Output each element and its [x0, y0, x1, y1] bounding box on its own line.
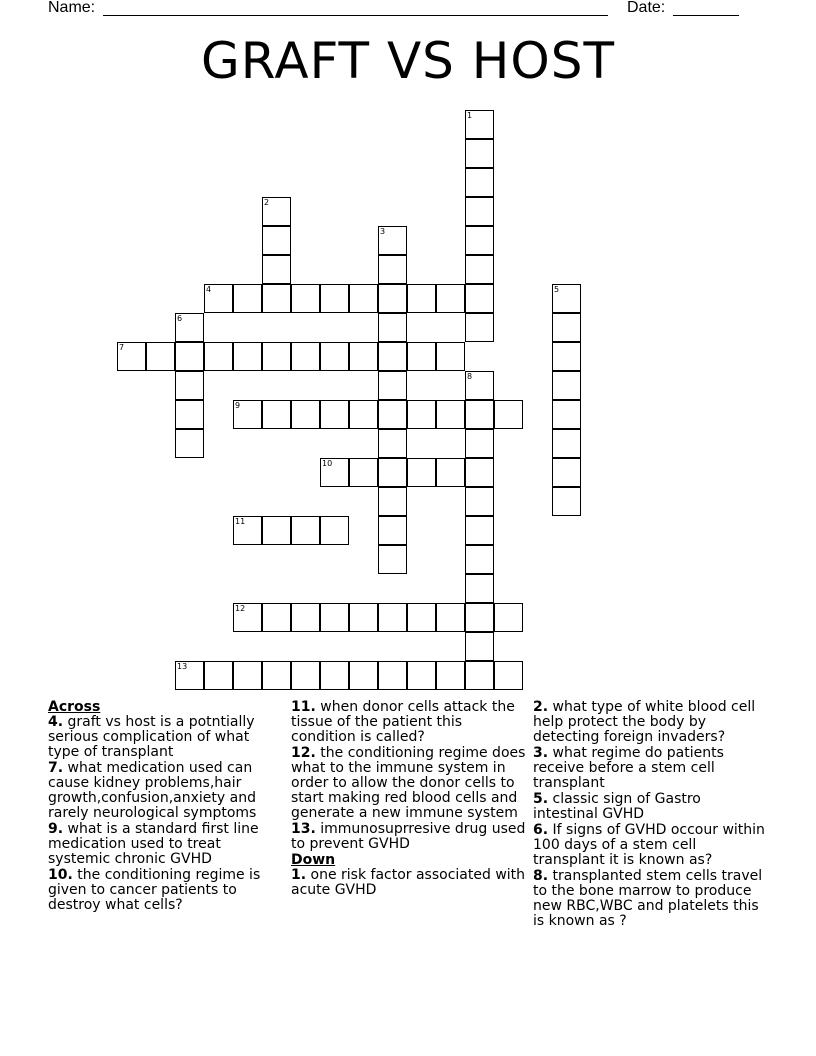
clue-number-label: 13: [177, 662, 188, 671]
clue-list-across-2: [291, 700, 527, 852]
clue-number: 2.: [533, 699, 549, 715]
grid-cell[interactable]: [262, 284, 291, 313]
clue-number-label: 7: [119, 343, 125, 352]
grid-cell[interactable]: [291, 516, 320, 545]
puzzle-title: GRAFT VS HOST: [200, 32, 616, 90]
grid-cell[interactable]: [378, 458, 407, 487]
clues-column-2: [291, 700, 527, 899]
clue-text: what medication used can cause kidney problems,hair growth,confusion,anxiety and rarely neurological symptoms: [48, 760, 257, 821]
clue-8: [533, 869, 769, 929]
grid-cell[interactable]: [349, 342, 378, 371]
grid-cell[interactable]: [436, 400, 465, 429]
grid-cell[interactable]: [262, 400, 291, 429]
grid-cell[interactable]: [407, 603, 436, 632]
clues-column-3: [533, 700, 769, 930]
clue-10: [48, 868, 284, 913]
clue-number: 8.: [533, 868, 549, 884]
grid-cell[interactable]: [465, 197, 494, 226]
grid-cell[interactable]: [494, 400, 523, 429]
clue-11: [291, 700, 527, 745]
grid-cell[interactable]: [291, 400, 320, 429]
grid-cell[interactable]: [378, 429, 407, 458]
grid-cell[interactable]: [552, 400, 581, 429]
grid-cell[interactable]: [349, 458, 378, 487]
grid-cell[interactable]: [291, 603, 320, 632]
clue-number-label: 11: [235, 517, 246, 526]
grid-cell[interactable]: [320, 342, 349, 371]
grid-cell[interactable]: [407, 458, 436, 487]
grid-cell[interactable]: [465, 400, 494, 429]
grid-cell[interactable]: [378, 661, 407, 690]
grid-cell[interactable]: [465, 603, 494, 632]
grid-cell[interactable]: [320, 516, 349, 545]
grid-cell[interactable]: [233, 661, 262, 690]
grid-cell[interactable]: [552, 371, 581, 400]
grid-cell[interactable]: [552, 487, 581, 516]
grid-cell[interactable]: [233, 284, 262, 313]
grid-cell[interactable]: [291, 284, 320, 313]
grid-cell[interactable]: [349, 284, 378, 313]
clues-column-1: [48, 700, 284, 914]
grid-cell[interactable]: [494, 661, 523, 690]
grid-cell[interactable]: [378, 313, 407, 342]
grid-cell[interactable]: [378, 487, 407, 516]
clue-number-label: 5: [554, 285, 560, 294]
clue-number: 1.: [291, 867, 307, 883]
clue-number-label: 6: [177, 314, 183, 323]
grid-cell[interactable]: [465, 545, 494, 574]
clue-text: classic sign of Gastro intestinal GVHD: [533, 791, 701, 822]
grid-cell[interactable]: [552, 313, 581, 342]
clue-number: 12.: [291, 745, 316, 761]
clue-list-down-1: [291, 868, 527, 898]
name-label: Name:: [48, 0, 96, 16]
clue-number: 3.: [533, 745, 549, 761]
grid-cell[interactable]: [436, 342, 465, 371]
grid-cell[interactable]: [320, 661, 349, 690]
clue-number: 7.: [48, 760, 64, 776]
clue-5: [533, 792, 769, 822]
grid-cell[interactable]: [465, 516, 494, 545]
clue-number: 4.: [48, 714, 64, 730]
clue-number: 10.: [48, 867, 73, 883]
clue-number-label: 12: [235, 604, 246, 613]
grid-cell[interactable]: [552, 342, 581, 371]
grid-cell[interactable]: [465, 574, 494, 603]
grid-cell[interactable]: [262, 255, 291, 284]
clue-text: when donor cells attack the tissue of the patient this condition is called?: [291, 699, 515, 745]
clue-13: [291, 822, 527, 852]
clue-number-label: 10: [322, 459, 333, 468]
grid-cell[interactable]: [175, 371, 204, 400]
clue-number-label: 3: [380, 227, 386, 236]
grid-cell[interactable]: [494, 603, 523, 632]
grid-cell[interactable]: [552, 458, 581, 487]
clue-12: [291, 746, 527, 821]
grid-cell[interactable]: [378, 545, 407, 574]
clue-3: [533, 746, 769, 791]
grid-cell[interactable]: [291, 342, 320, 371]
grid-cell[interactable]: [204, 661, 233, 690]
clue-1: [291, 868, 527, 898]
grid-cell[interactable]: [407, 661, 436, 690]
clue-text: If signs of GVHD occour within 100 days of a stem cell transplant it is known as?: [533, 822, 765, 868]
grid-cell[interactable]: [262, 226, 291, 255]
grid-cell[interactable]: [436, 661, 465, 690]
clue-number-label: 4: [206, 285, 212, 294]
grid-cell[interactable]: [378, 603, 407, 632]
grid-cell[interactable]: [378, 342, 407, 371]
grid-cell[interactable]: [262, 342, 291, 371]
grid-cell[interactable]: [465, 226, 494, 255]
grid-cell[interactable]: [378, 371, 407, 400]
grid-cell[interactable]: [204, 342, 233, 371]
grid-cell[interactable]: [465, 313, 494, 342]
grid-cell[interactable]: [465, 661, 494, 690]
grid-cell[interactable]: [465, 458, 494, 487]
grid-cell[interactable]: [465, 487, 494, 516]
grid-cell[interactable]: [262, 516, 291, 545]
clue-number: 11.: [291, 699, 316, 715]
clue-9: [48, 822, 284, 867]
grid-cell[interactable]: [407, 342, 436, 371]
grid-cell[interactable]: [465, 255, 494, 284]
clue-text: one risk factor associated with acute GVHD: [291, 867, 526, 898]
grid-cell[interactable]: [465, 632, 494, 661]
clue-number-label: 1: [467, 111, 473, 120]
clue-2: [533, 700, 769, 745]
clue-text: what regime do patients receive before a stem cell transplant: [533, 745, 724, 791]
clue-number: 9.: [48, 821, 64, 837]
grid-cell[interactable]: [378, 516, 407, 545]
grid-cell[interactable]: [349, 400, 378, 429]
grid-cell[interactable]: [465, 168, 494, 197]
grid-cell[interactable]: [349, 661, 378, 690]
clue-text: the conditioning regime is given to cancer patients to destroy what cells?: [48, 867, 261, 913]
grid-cell[interactable]: [175, 342, 204, 371]
clue-text: graft vs host is a potntially serious complication of what type of transplant: [48, 714, 255, 760]
grid-cell[interactable]: [552, 429, 581, 458]
grid-cell[interactable]: [233, 342, 262, 371]
grid-cell[interactable]: [291, 661, 320, 690]
grid-cell[interactable]: [407, 284, 436, 313]
date-label: Date:: [627, 0, 666, 16]
clue-text: the conditioning regime does what to the immune system in order to allow the donor cells to start making red blood cells and generate a new immune system: [291, 745, 526, 821]
grid-cell[interactable]: [465, 284, 494, 313]
down-heading: Down: [291, 852, 336, 868]
clue-text: what is a standard first line medication used to treat systemic chronic GVHD: [48, 821, 259, 867]
grid-cell[interactable]: [436, 458, 465, 487]
grid-cell[interactable]: [407, 400, 436, 429]
clue-list-down-2: [533, 700, 769, 929]
clue-number-label: 2: [264, 198, 270, 207]
grid-cell[interactable]: [465, 139, 494, 168]
grid-cell[interactable]: [146, 342, 175, 371]
grid-cell[interactable]: [465, 429, 494, 458]
grid-cell[interactable]: [349, 603, 378, 632]
clue-7: [48, 761, 284, 821]
clue-6: [533, 823, 769, 868]
grid-cell[interactable]: [175, 429, 204, 458]
clue-number: 13.: [291, 821, 316, 837]
clue-text: what type of white blood cell help protect the body by detecting foreign invaders?: [533, 699, 756, 745]
grid-cell[interactable]: [378, 255, 407, 284]
grid-cell[interactable]: [320, 284, 349, 313]
clue-number: 5.: [533, 791, 549, 807]
clue-number-label: 8: [467, 372, 473, 381]
grid-cell[interactable]: [378, 400, 407, 429]
grid-cell[interactable]: [262, 603, 291, 632]
clue-number: 6.: [533, 822, 549, 838]
clue-text: transplanted stem cells travel to the bone marrow to produce new RBC,WBC and platelets this is known as ?: [533, 868, 763, 929]
grid-cell[interactable]: [320, 603, 349, 632]
clue-list-across-1: [48, 715, 284, 913]
grid-cell[interactable]: [320, 400, 349, 429]
clue-4: [48, 715, 284, 760]
grid-cell[interactable]: [175, 400, 204, 429]
across-heading: Across: [48, 699, 101, 715]
grid-cell[interactable]: [436, 603, 465, 632]
clue-number-label: 9: [235, 401, 241, 410]
grid-cell[interactable]: [378, 284, 407, 313]
grid-cell[interactable]: [262, 661, 291, 690]
grid-cell[interactable]: [436, 284, 465, 313]
clue-text: immunosuprresive drug used to prevent GVHD: [291, 821, 526, 852]
